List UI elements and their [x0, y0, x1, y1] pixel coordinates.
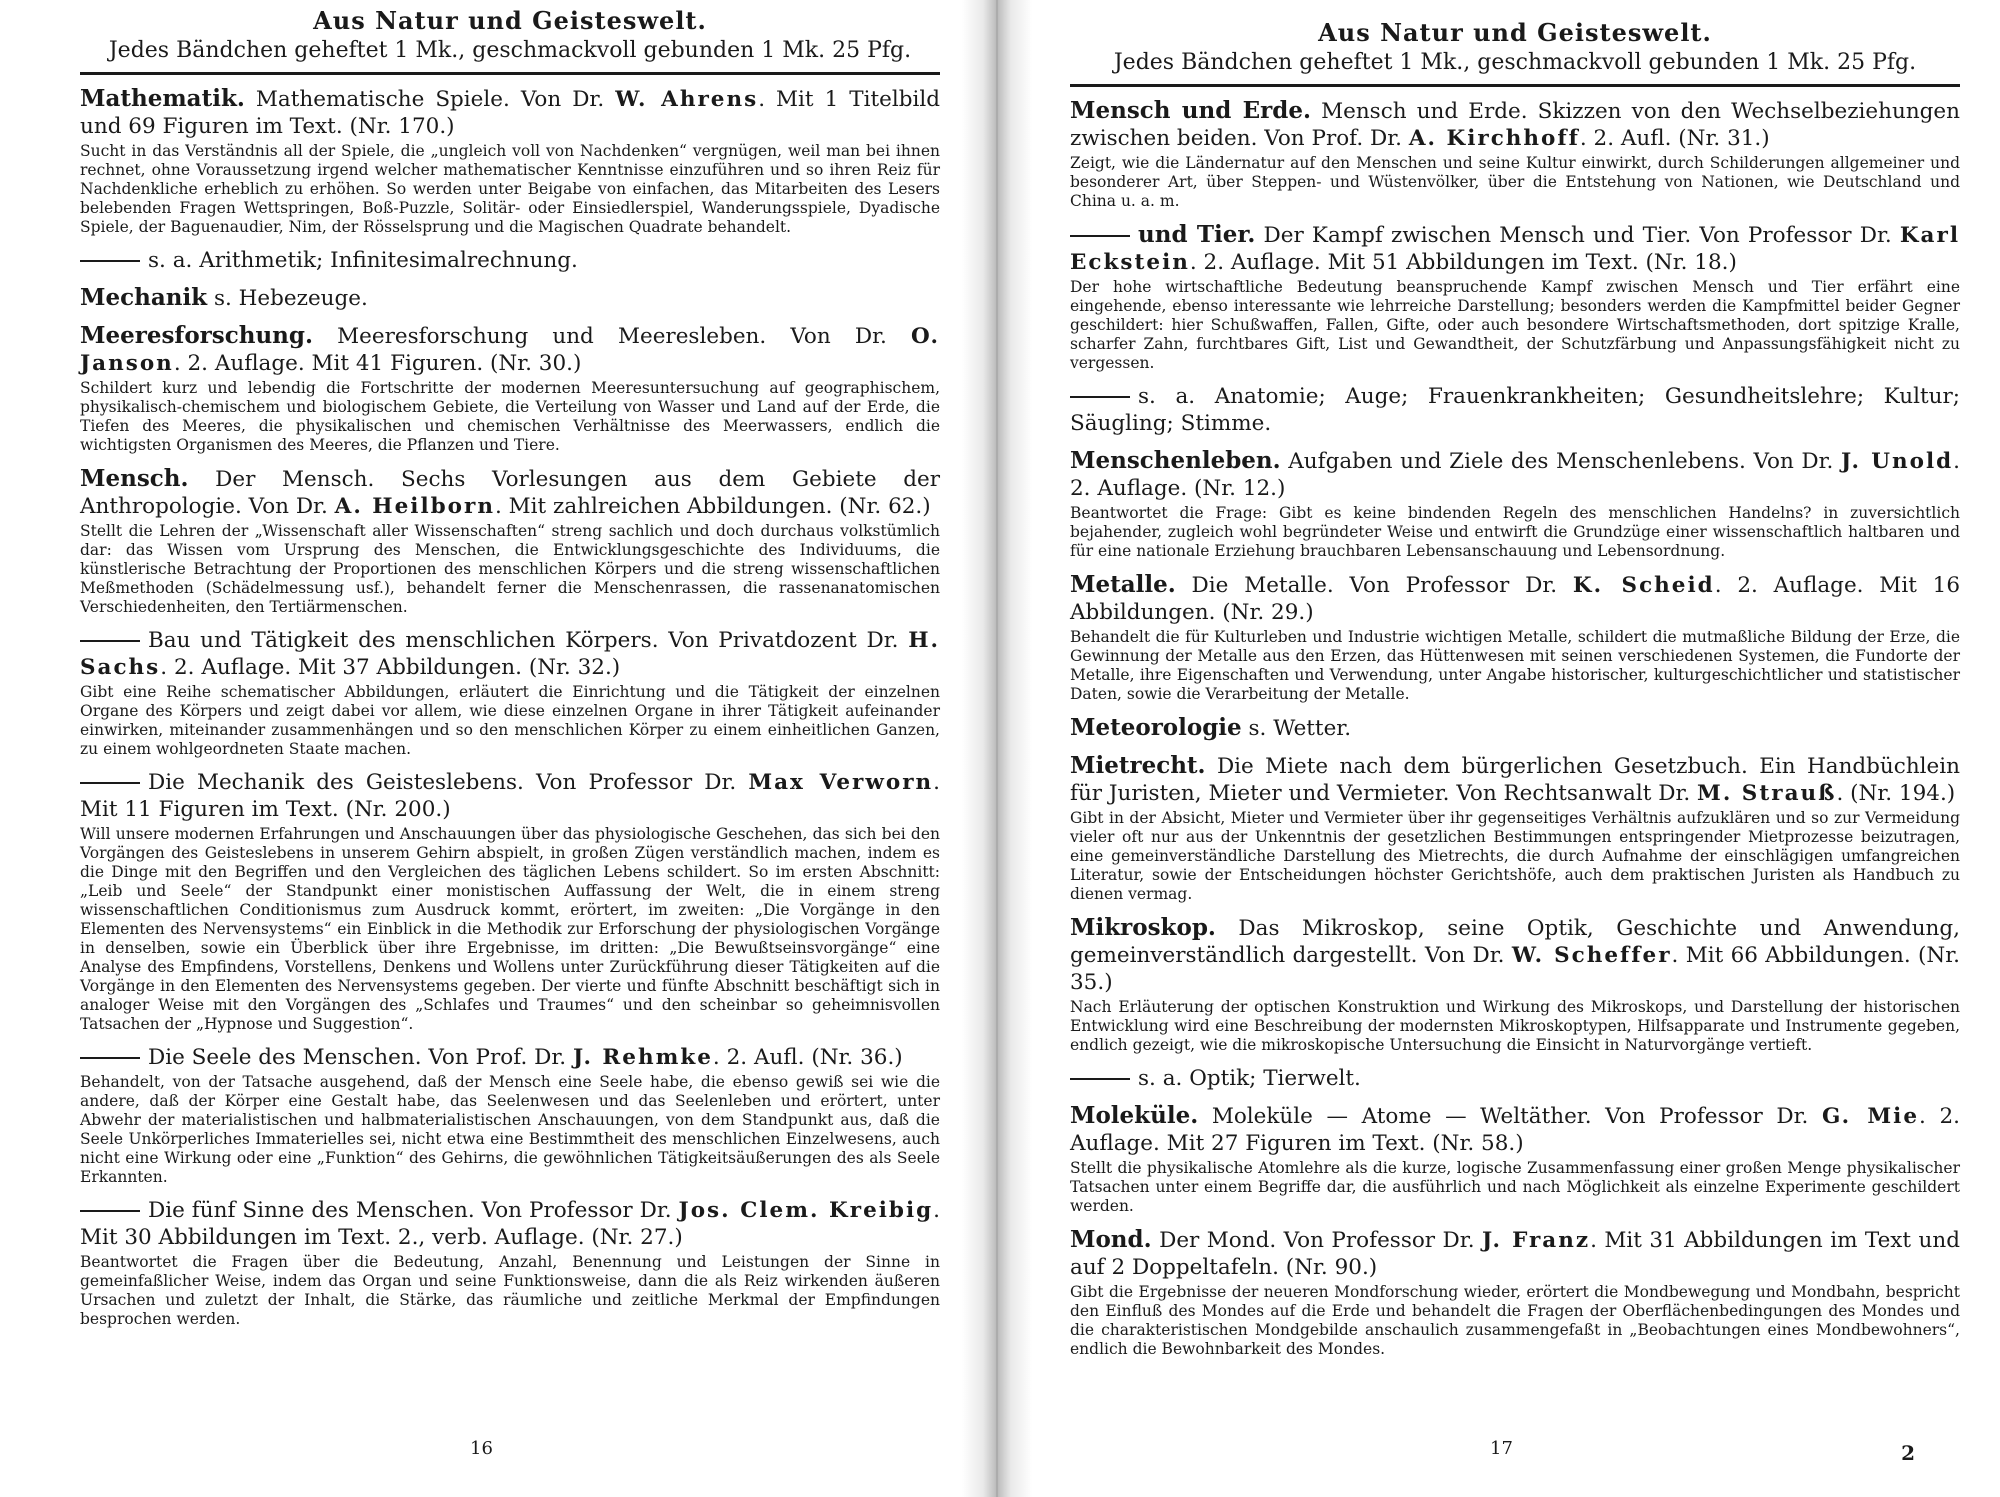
- entry-heading: [80, 247, 940, 274]
- entry-keyword: Meeresforschung.: [80, 322, 313, 349]
- entry-author: A. Heilborn: [334, 494, 495, 519]
- entry-heading: [1070, 571, 1960, 626]
- entry-details: . 2. Auflage. Mit 27 Figuren im Text. (Nr. 58.): [1070, 1104, 1960, 1156]
- price-line: Jedes Bändchen geheftet 1 Mk., geschmackvoll gebunden 1 Mk. 25 Pfg.: [1070, 48, 1960, 87]
- entry-keyword: Mond.: [1070, 1226, 1152, 1253]
- catalog-entry: [1070, 714, 1960, 742]
- right-page: [1030, 0, 2000, 1497]
- catalog-entry: [80, 247, 940, 274]
- entry-title: Der Kampf zwischen Mensch und Tier. Von Professor Dr.: [1255, 223, 1900, 248]
- catalog-entry: [80, 85, 940, 237]
- entry-heading: [1070, 1065, 1960, 1092]
- signature-mark: 2: [1901, 1441, 1915, 1465]
- entry-description: Stellt die Lehren der „Wissenschaft aller Wissenschaften“ streng sachlich und doch durchaus volkstümlich dar: das Wissen vom Ursprung des Menschen, die Entwicklungsgeschichte des Individuums, die künstlerische Betrachtung der Proportionen des menschlichen Körpers und die streng wissenschaftlichen Meßmethoden (Schädelmessung usf.), behandelt ferner die Menschenrassen, die rassenanatomischen Verschiedenheiten, den Tertiärmenschen.: [80, 522, 940, 616]
- entry-title: Der Mensch. Sechs Vorlesungen aus dem Gebiete der Anthropologie. Von Dr.: [80, 467, 940, 519]
- entry-heading: [80, 627, 940, 681]
- book-gutter: [962, 0, 1032, 1497]
- entry-author: H. Sachs: [80, 628, 940, 680]
- entry-title: s. a. Arithmetik; Infinitesimalrechnung.: [148, 248, 578, 273]
- catalog-entry: [1070, 752, 1960, 904]
- entry-heading: [80, 284, 940, 312]
- entry-keyword: Mensch.: [80, 465, 189, 492]
- entry-title: s. a. Anatomie; Auge; Frauenkrankheiten; Gesundheitslehre; Kultur; Säugling; Stimme.: [1070, 384, 1960, 436]
- entry-list: [80, 85, 940, 1329]
- entry-title: Die Metalle. Von Professor Dr.: [1175, 573, 1573, 598]
- entry-heading: [80, 1197, 940, 1251]
- entry-title: s. a. Optik; Tierwelt.: [1138, 1066, 1361, 1091]
- entry-heading: [1070, 447, 1960, 502]
- catalog-entry: [80, 284, 940, 312]
- ditto-dash: [80, 640, 140, 642]
- entry-title: Mathematische Spiele. Von Dr.: [244, 87, 616, 112]
- catalog-entry: [1070, 383, 1960, 437]
- entry-author: Max Verworn: [748, 770, 934, 795]
- entry-author: K. Scheid: [1572, 573, 1715, 598]
- ditto-dash: [1070, 1078, 1130, 1080]
- entry-description: Gibt in der Absicht, Mieter und Vermieter über ihr gegenseitiges Verhältnis aufzuklären und so zur Vermeidung vieler oft nur aus der Unkenntnis der gesetzlichen Bestimmungen entspringender Mietprozesse beizutragen, eine gemeinverständliche Darstellung des Mietrechts, die durch Aufnahme der einschlägigen umfangreichen Literatur, sowie der Entscheidungen höchster Gerichtshöfe, auch dem praktischen Juristen als Handbuch zu dienen vermag.: [1070, 809, 1960, 903]
- ditto-dash: [80, 1210, 140, 1212]
- entry-keyword: Meteorologie: [1070, 714, 1242, 741]
- entry-details: . Mit 11 Figuren im Text. (Nr. 200.): [80, 770, 941, 822]
- entry-heading: [80, 322, 940, 377]
- catalog-entry: [80, 1197, 940, 1329]
- entry-author: J. Rehmke: [572, 1045, 713, 1070]
- catalog-entry: [1070, 447, 1960, 561]
- entry-details: . 2. Aufl. (Nr. 31.): [1579, 126, 1770, 151]
- entry-keyword: Mathematik.: [80, 85, 245, 112]
- page-number: 17: [1490, 1438, 1513, 1459]
- entry-description: Nach Erläuterung der optischen Konstruktion und Wirkung des Mikroskops, und Darstellung der historischen Entwicklung wird eine Beschreibung der modernsten Mikroskoptypen, Hilfsapparate und Instrumente gegeben, endlich gezeigt, wie die mikroskopische Untersuchung die Einsicht in Naturvorgänge vertieft.: [1070, 998, 1960, 1054]
- catalog-entry: [80, 465, 940, 617]
- entry-list: [1070, 97, 1960, 1359]
- entry-description: Will unsere modernen Erfahrungen und Anschauungen über das physiologische Geschehen, das sich bei den Vorgängen des Geisteslebens in unserem Gehirn abspielt, in großen Zügen verständlich machen, indem es die Dinge mit den Begriffen und den Vergleichen des täglichen Lebens schildert. So im ersten Abschnitt: „Leib und Seele“ der Standpunkt einer monistischen Auffassung der Welt, die in einem streng wissenschaftlichen Conditionismus zum Ausdruck kommt, erörtert, im zweiten: „Die Vorgänge in den Elementen des Nervensystems“ ein Einblick in die Methodik zur Erforschung der physiologischen Vorgänge in denselben, sowie ein Überblick über ihre Ergebnisse, im dritten: „Die Bewußtseinsvorgänge“ eine Analyse des Empfindens, Vorstellens, Denkens und Wollens unter Zurückführung dieser Tätigkeiten auf die Vorgänge in den Elementen des Nervensystems gegeben. Der vierte und fünfte Abschnitt beschäftigt sich in analoger Weise mit den Vorgängen des „Schlafes und Traumes“ und den scheinbar so geheimnisvollen Tatsachen der „Hypnose und Suggestion“.: [80, 825, 940, 1033]
- entry-details: . 2. Auflage. Mit 16 Abbildungen. (Nr. 29.): [1070, 573, 1960, 625]
- entry-title: Mensch und Erde. Skizzen von den Wechselbeziehungen zwischen beiden. Von Prof. Dr.: [1070, 99, 1961, 151]
- entry-heading: [1070, 914, 1960, 996]
- entry-title: Das Mikroskop, seine Optik, Geschichte und Anwendung, gemeinverständlich dargestellt. Von Dr.: [1070, 916, 1960, 968]
- ditto-dash: [80, 260, 140, 262]
- entry-details: . Mit 31 Abbildungen im Text und auf 2 Doppeltafeln. (Nr. 90.): [1070, 1228, 1960, 1280]
- entry-title: Bau und Tätigkeit des menschlichen Körpers. Von Privatdozent Dr.: [148, 628, 909, 653]
- catalog-entry: [1070, 221, 1960, 373]
- catalog-entry: [1070, 1226, 1960, 1359]
- entry-keyword: Mechanik: [80, 284, 208, 311]
- entry-heading: [1070, 383, 1960, 437]
- entry-heading: [1070, 221, 1960, 276]
- entry-title: Der Mond. Von Professor Dr.: [1151, 1228, 1482, 1253]
- entry-author: M. Strauß: [1697, 781, 1837, 806]
- entry-details: . Mit 66 Abbildungen. (Nr. 35.): [1070, 943, 1960, 995]
- entry-details: . Mit 30 Abbildungen im Text. 2., verb. Auflage. (Nr. 27.): [80, 1198, 940, 1250]
- entry-keyword: Moleküle.: [1070, 1102, 1199, 1129]
- entry-description: Schildert kurz und lebendig die Fortschritte der modernen Meeresuntersuchung auf geographischem, physikalisch-chemischem und biologischem Gebiete, die Verteilung von Wasser und Land auf der Erde, die Tiefen des Meeres, die physikalischen und chemischen Verhältnisse des Meerwassers, endlich die wichtigsten Organismen des Meeres, die Pflanzen und Tiere.: [80, 379, 940, 454]
- catalog-entry: [1070, 571, 1960, 704]
- entry-title: Die Mechanik des Geisteslebens. Von Professor Dr.: [148, 770, 749, 795]
- series-title: Aus Natur und Geisteswelt.: [313, 6, 707, 35]
- entry-title: Die Seele des Menschen. Von Prof. Dr.: [148, 1045, 573, 1070]
- entry-title: Die Miete nach dem bürgerlichen Gesetzbuch. Ein Handbüchlein für Juristen, Mieter und Vermieter. Von Rechtsanwalt Dr.: [1070, 754, 1960, 806]
- price-line: Jedes Bändchen geheftet 1 Mk., geschmackvoll gebunden 1 Mk. 25 Pfg.: [80, 36, 940, 75]
- entry-description: Der hohe wirtschaftliche Bedeutung beanspruchende Kampf zwischen Mensch und Tier erfährt eine eingehende, ebenso interessante wie lehrreiche Darstellung; besonders werden die Kampfmittel beider Gegner geschildert: hier Schußwaffen, Fallen, Gifte, oder auch besondere Wirtschaftsmethoden, dort spitzige Kralle, scharfer Zahn, furchtbares Gift, List und Gewandtheit, der Schutzfärbung und Anpassungsfähigkeit nicht zu vergessen.: [1070, 278, 1960, 372]
- entry-heading: [1070, 714, 1960, 742]
- catalog-entry: [1070, 1102, 1960, 1216]
- entry-heading: [80, 1044, 940, 1071]
- entry-keyword: und Tier.: [1138, 221, 1256, 248]
- entry-details: . 2. Auflage. Mit 37 Abbildungen. (Nr. 32.): [160, 655, 621, 680]
- entry-details: . (Nr. 194.): [1836, 781, 1956, 806]
- entry-heading: [1070, 97, 1960, 152]
- entry-details: . Mit 1 Titelbild und 69 Figuren im Text. (Nr. 170.): [80, 87, 940, 139]
- entry-author: W. Ahrens: [615, 87, 759, 112]
- entry-keyword: Metalle.: [1070, 571, 1176, 598]
- entry-author: Jos. Clem. Kreibig: [678, 1198, 934, 1223]
- catalog-entry: [80, 627, 940, 759]
- catalog-entry: [80, 1044, 940, 1187]
- entry-description: Behandelt, von der Tatsache ausgehend, daß der Mensch eine Seele habe, die ebenso gewiß sei wie die andere, daß der Körper eine Gestalt habe, das Seelenwesen und das Seelenleben und erörtert, unter Abwehr der materialistischen und halbmaterialistischen Anschauungen, von dem Standpunkt aus, daß die Seele Unkörperliches Immaterielles sei, nicht etwa eine Bestimmtheit des menschlichen Einzelwesens, auch nicht eine Wirkung oder eine „Funktion“ des Gehirns, die gewöhnlichen Tätigkeitsäußerungen des als Seele Erkannten.: [80, 1073, 940, 1186]
- entry-keyword: Menschenleben.: [1070, 447, 1281, 474]
- entry-details: . 2. Aufl. (Nr. 36.): [712, 1045, 903, 1070]
- entry-title: Aufgaben und Ziele des Menschenlebens. Von Dr.: [1280, 449, 1841, 474]
- entry-details: . 2. Auflage. Mit 41 Figuren. (Nr. 30.): [173, 351, 582, 376]
- entry-title: Die fünf Sinne des Menschen. Von Professor Dr.: [148, 1198, 679, 1223]
- ditto-dash: [80, 782, 140, 784]
- entry-author: Karl Eckstein: [1070, 223, 1960, 275]
- entry-heading: [1070, 1226, 1960, 1281]
- left-page: [0, 0, 970, 1497]
- series-title: Aus Natur und Geisteswelt.: [1318, 18, 1712, 47]
- entry-author: J. Franz: [1481, 1228, 1591, 1253]
- entry-description: Beantwortet die Frage: Gibt es keine bindenden Regeln des menschlichen Handelns? in zuversichtlich bejahender, zugleich wohl begründeter Weise und entwirft die Grundzüge einer wissenschaftlich haltbaren und für eine nationale Erziehung brauchbaren Lebensanschauung und Lebensordnung.: [1070, 504, 1960, 560]
- entry-description: Beantwortet die Fragen über die Bedeutung, Anzahl, Benennung und Leistungen der Sinne in gemeinfaßlicher Weise, indem das Organ und seine Funktionsweise, dann die als Reiz wirkenden äußeren Ursachen und zuletzt der Inhalt, die Stärke, das räumliche und zeitliche Merkmal der Empfindungen besprochen werden.: [80, 1253, 940, 1328]
- entry-title: Moleküle — Atome — Weltäther. Von Professor Dr.: [1198, 1104, 1823, 1129]
- entry-title: s. Hebezeuge.: [207, 286, 368, 311]
- entry-heading: [80, 85, 940, 140]
- entry-description: Gibt die Ergebnisse der neueren Mondforschung wieder, erörtert die Mondbewegung und Mondbahn, bespricht den Einfluß des Mondes auf die Erde und behandelt die Fragen der Oberflächenbedingungen des Mondes und die charakteristischen Mondgebilde anschaulich zusammengefaßt in „Beobachtungen eines Mondbewohners“, endlich die Bewohnbarkeit des Mondes.: [1070, 1283, 1960, 1358]
- entry-details: . 2. Auflage. (Nr. 12.): [1070, 449, 1960, 501]
- entry-heading: [80, 769, 940, 823]
- entry-description: Behandelt die für Kulturleben und Industrie wichtigen Metalle, schildert die mutmaßliche Bildung der Erze, die Gewinnung der Metalle aus den Erzen, das Hüttenwesen mit seinen verschiedenen Systemen, die Fundorte der Metalle, ihre Eigenschaften und Verwendung, unter Angabe historischer, kulturgeschichtlicher und statistischer Daten, sowie die Verarbeitung der Metalle.: [1070, 628, 1960, 703]
- catalog-entry: [1070, 1065, 1960, 1092]
- entry-keyword: Mietrecht.: [1070, 752, 1206, 779]
- catalog-entry: [80, 769, 940, 1034]
- entry-heading: [1070, 752, 1960, 807]
- ditto-dash: [1070, 396, 1130, 398]
- entry-author: A. Kirchhoff: [1408, 126, 1580, 151]
- catalog-entry: [1070, 914, 1960, 1055]
- entry-description: Sucht in das Verständnis all der Spiele, die „ungleich voll von Nachdenken“ vergnügen, weil man bei ihnen rechnet, ohne Voraussetzung irgend welcher mathematischer Kenntnisse einzuführen und so ihren Reiz für Nachdenkliche erheblich zu erhöhen. So werden unter Beigabe von einfachen, das Mitarbeiten des Lesers belebenden Fragen Wettspringen, Boß-Puzzle, Solitär- oder Einsiedlerspiel, Wanderungsspiele, Dyadische Spiele, der Baguenaudier, Nim, der Rösselsprung und die Magischen Quadrate behandelt.: [80, 142, 940, 236]
- entry-title: Meeresforschung und Meeresleben. Von Dr.: [313, 324, 912, 349]
- entry-details: . 2. Auflage. Mit 51 Abbildungen im Text. (Nr. 18.): [1189, 250, 1737, 275]
- catalog-entry: [1070, 97, 1960, 211]
- entry-author: O. Janson: [80, 324, 940, 376]
- entry-keyword: Mikroskop.: [1070, 914, 1216, 941]
- entry-heading: [1070, 1102, 1960, 1157]
- entry-heading: [80, 465, 940, 520]
- entry-author: W. Scheffer: [1511, 943, 1672, 968]
- ditto-dash: [80, 1057, 140, 1059]
- catalog-entry: [80, 322, 940, 455]
- page-number: 16: [470, 1438, 493, 1459]
- entry-keyword: Mensch und Erde.: [1070, 97, 1311, 124]
- entry-description: Stellt die physikalische Atomlehre als die kurze, logische Zusammenfassung einer großen Menge physikalischer Tatsachen unter einem Begriffe dar, die ausführlich und nach Möglichkeit als einzelne Experimente geschildert werden.: [1070, 1159, 1960, 1215]
- entry-author: J. Unold: [1841, 449, 1954, 474]
- entry-description: Zeigt, wie die Ländernatur auf den Menschen und seine Kultur einwirkt, durch Schilderungen allgemeiner und besonderer Art, über Steppen- und Wüstenvölker, über die Entstehung von Nationen, wie Deutschland und China u. a. m.: [1070, 154, 1960, 210]
- ditto-dash: [1070, 235, 1130, 237]
- entry-description: Gibt eine Reihe schematischer Abbildungen, erläutert die Einrichtung und die Tätigkeit der einzelnen Organe des Körpers und zeigt dabei vor allem, wie diese einzelnen Organe in ihrer Tätigkeit aufeinander einwirken, miteinander zusammenhängen und so den menschlichen Körper zu einem einheitlichen Ganzen, zu einem wohlgeordneten Staate machen.: [80, 683, 940, 758]
- entry-author: G. Mie: [1822, 1104, 1920, 1129]
- entry-details: . Mit zahlreichen Abbildungen. (Nr. 62.): [494, 494, 931, 519]
- entry-title: s. Wetter.: [1241, 716, 1352, 741]
